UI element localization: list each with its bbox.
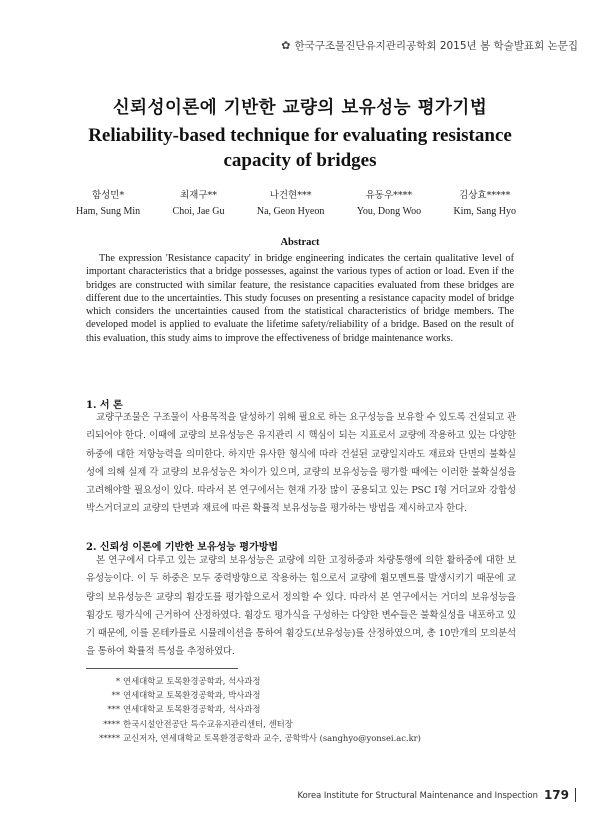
author-name-ko: 최재구**: [179, 190, 218, 201]
title-korean: 신뢰성이론에 기반한 교량의 보유성능 평가기법: [112, 98, 488, 118]
author-name-ko: 김상효*****: [459, 190, 511, 201]
author-name-ko: 나건현***: [269, 190, 312, 201]
title-english: Reliability-based technique for evaluating resistance capacity of bridges: [88, 125, 512, 171]
page-number: 179: [543, 788, 569, 802]
author-name-en: Na, Geon Hyeon: [256, 206, 325, 217]
author-4: [357, 188, 421, 220]
author-name-en: Kim, Sang Hyo: [453, 206, 516, 217]
footnote: **** 한국시설안전공단 특수교유지관리센터, 센터장: [103, 718, 293, 729]
footnote: * 연세대학교 토목환경공학과, 석사과정: [115, 676, 261, 686]
footnote: ***** 교신저자, 연세대학교 토목환경공학과 교수, 공학박사 (sanghyo@yonsei.ac.kr): [99, 732, 421, 743]
section-2-body: 본 연구에서 다루고 있는 교량의 보유성능은 교량에 의한 고정하중과 차량통행에 의한 활하중에 대한 보유성능이다. 이 두 하중은 모두 중력방향으로 작용하는 힘으로서 교량에 휨모멘트를 발생시키기 때문에 교량의 보유성능은 교량의 휨강도를 평가함으로서 정의할 수 있다. 따라서 본 연구에서는 거더의 보유성능을 휨강도 평가식에 근거하여 산정하였다. 휨강도 평가식을 구성하는 다양한 변수들은 불확실성을 내포하고 있기 때문에, 이를 몬테카를로 시뮬레이션을 통하여 휨강도(보유성능)를 산정하였으며, 총 10만개의 모의분석을 통하여 확률적 특성을 추정하였다.: [86, 555, 516, 658]
page-footer: [298, 788, 576, 802]
abstract-heading: Abstract: [280, 237, 320, 248]
section-2-heading: 2. 신뢰성 이론에 기반한 보유성능 평가방법: [86, 542, 279, 553]
footnote-divider: [86, 668, 238, 669]
author-1: [76, 188, 140, 220]
author-name-en: Ham, Sung Min: [76, 206, 141, 217]
journal-mark-icon: ✿: [281, 39, 291, 52]
footnote: *** 연세대학교 토목환경공학과, 석사과정: [107, 704, 261, 715]
footer-organization: Korea Institute for Structural Maintenance and Inspection: [297, 790, 538, 800]
author-name-ko: 함성민*: [91, 190, 125, 201]
running-header: [281, 38, 578, 53]
footnote: ** 연세대학교 토목환경공학과, 박사과정: [111, 690, 261, 701]
author-5: [453, 188, 516, 220]
author-2: [173, 188, 225, 220]
section-1-body: 교량구조물은 구조물이 사용목적을 달성하기 위해 필요로 하는 요구성능을 보유할 수 있도록 건설되고 관리되어야 한다. 이때에 교량의 보유성능은 유지관리 시 핵심이 되는 지표로서 교량에 작용하고 있는 다양한 하중에 대한 저항능력을 의미한다. 하지만 유사한 형식에 따라 건설된 교량일지라도 재료와 단면의 불확실성에 의해 실제 각 교량의 보유성능은 차이가 있으며, 교량의 보유성능을 평가할 때에는 이러한 불확실성을 고려해야할 필요성이 있다. 따라서 본 연구에서는 현재 가장 많이 공용되고 있는 PSC I형 거더교와 강합성 박스거더교의 교량의 단면과 재료에 따른 확률적 보유성능을 평가하는 방법을 제시하고자 한다.: [86, 412, 516, 515]
journal-name: 한국구조물진단유지관리공학회 2015년 봄 학술발표회 논문집: [294, 40, 578, 52]
author-name-ko: 유동우****: [365, 190, 413, 201]
author-name-en: You, Dong Woo: [356, 206, 422, 217]
author-name-en: Choi, Jae Gu: [172, 206, 225, 217]
author-3: [257, 188, 324, 220]
footnotes: [86, 674, 421, 745]
footer-divider: [575, 788, 576, 802]
author-list: [76, 188, 516, 220]
abstract-text: The expression 'Resistance capacity' in bridge engineering indicates the certain qualitative level of important characteristics that a bridge possesses, against the various types of action or load. Even if the bridges are constructed with similar feature, the resistance capacities evaluated from these bridges are different due to the uncertainties. This study focuses on presenting a resistance capacity model of bridge which considers the uncertainties caused from the statistical characteristics of bridge members. The developed model is applied to evaluate the lifetime safety/reliability of a bridge. Based on the result of this evaluation, this study aims to improve the effectiveness of bridge maintenance works.: [86, 253, 514, 344]
section-1-heading: 1. 서 론: [86, 400, 123, 411]
